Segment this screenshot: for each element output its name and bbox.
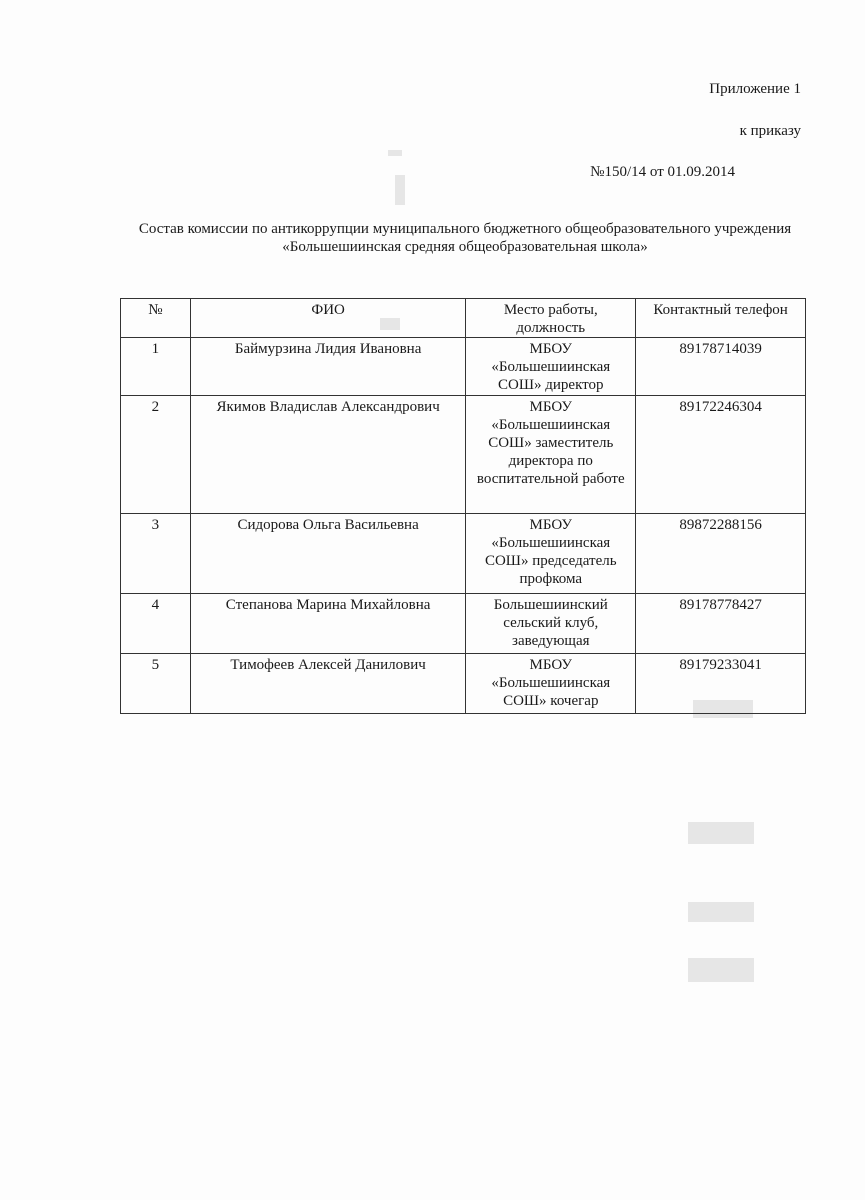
- table-header-row: [121, 299, 806, 338]
- cell-work: МБОУ «Большешиинская СОШ» заместитель директора по воспитательной работе: [466, 396, 636, 514]
- document-title: Состав комиссии по антикоррупции муниципального бюджетного общеобразовательного учреждения «Большешиинская средняя общеобразовательная школа»: [138, 221, 792, 255]
- cell-num: 3: [121, 514, 191, 594]
- to-order-label: к приказу: [739, 123, 801, 139]
- cell-num: 1: [121, 338, 191, 396]
- table-row: [121, 338, 806, 396]
- table-row: [121, 514, 806, 594]
- cell-fio: Сидорова Ольга Васильевна: [190, 514, 465, 594]
- cell-fio: Якимов Владислав Александрович: [190, 396, 465, 514]
- cell-num: 5: [121, 654, 191, 714]
- header-work: Место работы, должность: [466, 299, 636, 338]
- commission-table: [120, 298, 806, 714]
- header-fio: ФИО: [190, 299, 465, 338]
- cell-phone: 89179233041: [636, 654, 806, 714]
- annex-label: Приложение 1: [709, 81, 801, 97]
- cell-fio: Тимофеев Алексей Данилович: [190, 654, 465, 714]
- scan-smudge: [688, 958, 754, 982]
- cell-phone: 89178714039: [636, 338, 806, 396]
- scan-smudge: [388, 150, 402, 156]
- header-num: №: [121, 299, 191, 338]
- cell-work: Большешиинский сельский клуб, заведующая: [466, 594, 636, 654]
- cell-phone: 89872288156: [636, 514, 806, 594]
- cell-work: МБОУ «Большешиинская СОШ» кочегар: [466, 654, 636, 714]
- cell-phone: 89178778427: [636, 594, 806, 654]
- cell-num: 2: [121, 396, 191, 514]
- order-number: №150/14 от 01.09.2014: [590, 164, 735, 180]
- cell-fio: Баймурзина Лидия Ивановна: [190, 338, 465, 396]
- cell-work: МБОУ «Большешиинская СОШ» председатель профкома: [466, 514, 636, 594]
- scan-smudge: [395, 175, 405, 205]
- scan-smudge: [688, 822, 754, 844]
- table-row: [121, 396, 806, 514]
- scan-smudge: [688, 902, 754, 922]
- cell-phone: 89172246304: [636, 396, 806, 514]
- cell-work: МБОУ «Большешиинская СОШ» директор: [466, 338, 636, 396]
- cell-num: 4: [121, 594, 191, 654]
- table-row: [121, 654, 806, 714]
- header-phone: Контактный телефон: [636, 299, 806, 338]
- table-row: [121, 594, 806, 654]
- cell-fio: Степанова Марина Михайловна: [190, 594, 465, 654]
